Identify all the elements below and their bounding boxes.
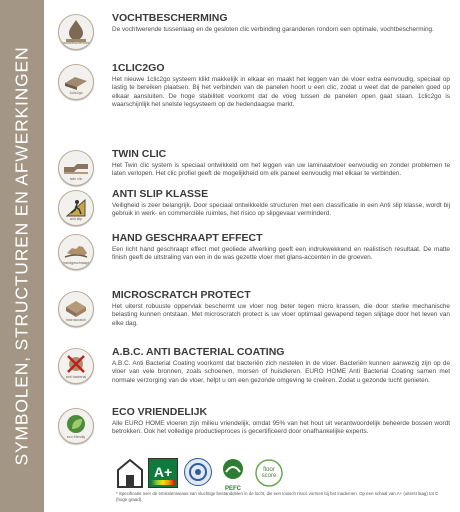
anti-bacterial-icon: anti bacterial [58, 348, 94, 384]
eco-friendly-icon: eco friendly [58, 408, 94, 444]
section-body: Het Twin clic system is speciaal ontwikkeld om het leggen van uw laminaatvloer eenvoudig en zonder problemen te laten verlopen. Het clic profiel geeft de mogelijkheid om elk paneel eenvoudig met elkaar te verbinden. [112, 162, 450, 178]
section-body: Alle EURO HOME vloeren zijn milieu vriendelijk, omdat 95% van het hout uit verantwoordelijk beheerde bossen wordt betrokken. Ook het volledige productieproces is gecertificeerd door onafhankelijke experts. [112, 420, 450, 436]
hand-scraped-icon: handgeschraapt [58, 234, 94, 270]
section-title: A.B.C. ANTI BACTERIAL COATING [112, 346, 285, 358]
floorscore-logo [254, 458, 284, 488]
floorscore-text: floor score [261, 467, 277, 479]
moisture-protection-icon: vochtbescherming [58, 14, 94, 50]
energy-label-logo [148, 458, 178, 488]
section-body: A.B.C. Anti Bacterial Coating voorkomt dat bacteriën zich nestelen in de vloer. Bacteriën kunnen aanwezig zijn op de vloer van vele bronnen, zoals schoenen, morsen of huisdieren. EURO HOME Anti Bacterial Coating samen met normale verzorging van de vloer, helpt u om een gezonde omgeving te creëren. Zodat u gezonde lucht genieten. [112, 360, 450, 384]
section-title: HAND GESCHRAAPT EFFECT [112, 232, 263, 244]
section-body: De vochtwerende tussenlaag en de gesloten clic verbinding garanderen rondom een optimale, vochtbescherming. [112, 26, 434, 33]
section-body: Het nieuwe 1clic2go systeem klikt makkelijk in elkaar en maakt het leggen van de vloer extra eenvoudig, speciaal op lastig te bereiken plaatsen. Bij het verbinden van de panelen hoort u een clic, zodat u weet dat de panelen goed op elkaar aansluiten. De hoge stabiliteit voorkomt dat de voeg tussen de panelen open gaat staan. 1clic2go is waarschijnlijk het snelste legsysteem op de hedendaagse markt. [112, 76, 450, 109]
certification-logos [116, 458, 346, 492]
section-body: Veiligheid is zeer belangrijk. Door speciaal ontwikkelde structuren met een classificatie in een Anti slip klasse, wordt bij gebruik in werk- en commerciële ruimtes, het risico op slipgevaar verminderd. [112, 202, 450, 218]
section-title: VOCHTBESCHERMING [112, 12, 228, 24]
section-title: MICROSCRATCH PROTECT [112, 289, 251, 301]
section-body: Het uiterst robuuste oppervlak beschermt uw vloer nog beter tegen micro krassen, die door sterke mechanische belasting kunnen ontstaan. Met microscratch protect is uw vloer optimaal gewapend tegen slijtage door het leven van elke dag. [112, 303, 450, 327]
section-title: ANTI SLIP KLASSE [112, 188, 209, 200]
section-title: 1CLIC2GO [112, 62, 165, 74]
pefc-logo [218, 458, 248, 492]
section-title: ECO VRIENDELIJK [112, 406, 208, 418]
anti-slip-icon: anti slip [58, 190, 94, 226]
microscratch-icon: microscratch [58, 291, 94, 327]
section-title: TWIN CLIC [112, 148, 167, 160]
1clic2go-icon: 1clic2go [58, 64, 94, 100]
sidebar [0, 0, 44, 512]
pefc-text: PEFC [224, 486, 241, 492]
footnote: * Specificatie over de emissieniveaus van vluchtige bestanddelen in de lucht, die een toxisch risico vormen bij het inademen. Op een schaal van A+ (uiterst laag) tot C (hoge graad). [116, 491, 439, 502]
indoor-air-quality-logo [116, 458, 144, 488]
section-body: Een licht hand geschraapt effect met geoliede afwerking geeft een indrukwekkend en realistisch resultaat. De matte finish geeft de uitstraling van een in de was gezette vloer met glans-accenten in de groeven. [112, 246, 450, 262]
sidebar-label: SYMBOLEN, STRUCTUREN EN AFWERKINGEN [11, 46, 32, 466]
energy-label-text: A+ [153, 464, 173, 480]
twin-clic-icon: twin clic [58, 150, 94, 186]
ce-quality-seal-icon [184, 458, 212, 486]
